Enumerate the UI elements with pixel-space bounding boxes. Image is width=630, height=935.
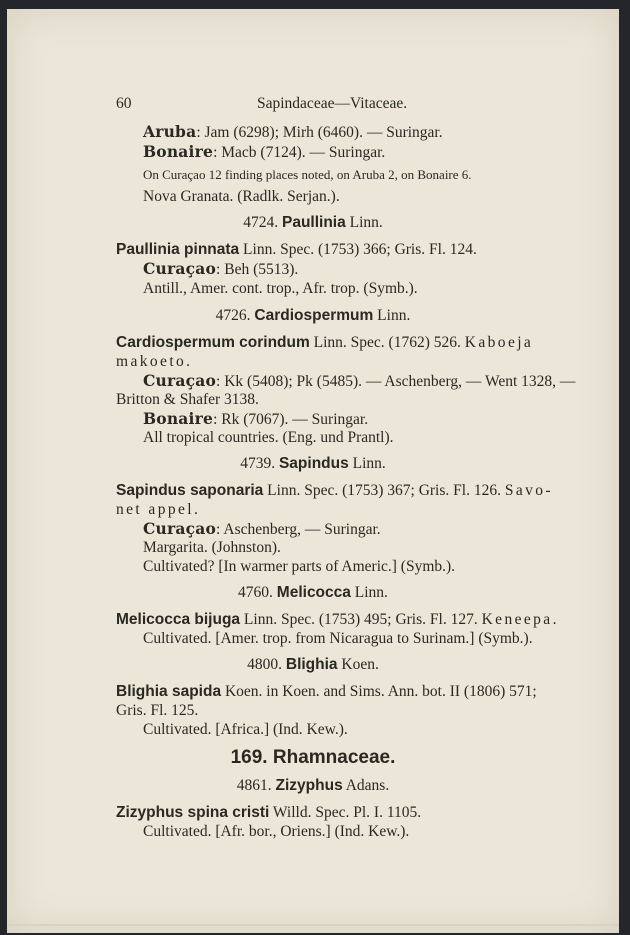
locality-curacao: Curaçao: Aschenberg, — Suringar. <box>143 519 381 538</box>
page-bottom-edge <box>7 924 619 926</box>
species-name: Sapindus saponaria <box>116 482 264 499</box>
note-line: On Curaçao 12 finding places noted, on Aruba 2, on Bonaire 6. <box>143 167 472 182</box>
locality-bonaire: Bonaire: Macb (7124). — Suringar. <box>143 142 386 161</box>
vernacular-cont: makoeto. <box>116 353 193 370</box>
species-entry: Cardiospermum corindum Linn. Spec. (1762) 526. Kaboeja <box>116 334 534 351</box>
locality-label: Curaçao <box>143 259 217 278</box>
vernacular-name: Kaboeja <box>464 334 534 351</box>
collector-cont: Britton & Shafer 3138. <box>116 391 259 408</box>
genus-heading: 4724. Paullinia Linn. <box>243 214 383 231</box>
species-entry: Paullinia pinnata Linn. Spec. (1753) 366; Gris. Fl. 124. <box>116 241 477 258</box>
species-entry: Melicocca bijuga Linn. Spec. (1753) 495; Gris. Fl. 127. Keneepa. <box>116 611 559 628</box>
species-name: Cardiospermum corindum <box>116 334 310 351</box>
book-page <box>7 9 619 933</box>
distribution-line: Cultivated. [Africa.] (Ind. Kew.). <box>143 721 348 738</box>
species-name: Zizyphus spina cristi <box>116 804 270 821</box>
locality-aruba: Aruba: Jam (6298); Mirh (6460). — Suringar. <box>143 122 443 141</box>
locality-bonaire: Bonaire: Rk (7067). — Suringar. <box>143 409 369 428</box>
locality-curacao: Curaçao: Beh (5513). <box>143 259 299 278</box>
distribution-line: Cultivated? [In warmer parts of Americ.] (Symb.). <box>143 558 456 575</box>
species-name: Blighia sapida <box>116 683 222 700</box>
genus-heading: 4861. Zizyphus Adans. <box>236 777 390 794</box>
species-name: Paullinia pinnata <box>116 241 240 258</box>
distribution-line: Margarita. (Johnston). <box>143 539 281 556</box>
locality-curacao: Curaçao: Kk (5408); Pk (5485). — Aschenberg, — Went 1328, — <box>143 371 576 390</box>
distribution-line: Antill., Amer. cont. trop., Afr. trop. (Symb.). <box>143 280 418 297</box>
distribution-line: Cultivated. [Amer. trop. from Nicaragua to Surinam.] (Symb.). <box>143 630 533 647</box>
species-entry: Blighia sapida Koen. in Koen. and Sims. Ann. bot. II (1806) 571; <box>116 683 537 700</box>
genus-heading: 4739. Sapindus Linn. <box>240 455 386 472</box>
genus-heading: 4800. Blighia Koen. <box>247 656 379 673</box>
distribution-line: All tropical countries. (Eng. und Prantl). <box>143 429 394 446</box>
vernacular-cont: net appel. <box>116 501 201 518</box>
distribution-line: Cultivated. [Afr. bor., Oriens.] (Ind. Kew.). <box>143 823 410 840</box>
locality-label: Bonaire <box>143 409 214 428</box>
vernacular-name: Savo- <box>504 482 553 499</box>
locality-label: Curaçao <box>143 519 217 538</box>
species-name: Melicocca bijuga <box>116 611 241 628</box>
running-title: Sapindaceae—Vitaceae. <box>257 95 408 112</box>
genus-heading: 4726. Cardiospermum Linn. <box>215 307 411 324</box>
page-number: 60 <box>116 95 132 112</box>
species-entry: Sapindus saponaria Linn. Spec. (1753) 367; Gris. Fl. 126. Savo- <box>116 482 553 499</box>
species-entry: Zizyphus spina cristi Willd. Spec. Pl. I. 1105. <box>116 804 422 821</box>
citation-cont: Gris. Fl. 125. <box>116 702 199 719</box>
locality-label: Curaçao <box>143 371 217 390</box>
genus-heading: 4760. Melicocca Linn. <box>238 584 388 601</box>
locality-label: Bonaire <box>143 142 214 161</box>
vernacular-name: Keneepa. <box>481 611 559 628</box>
locality-label: Aruba <box>143 122 197 141</box>
distribution-line: Nova Granata. (Radlk. Serjan.). <box>143 188 340 205</box>
family-heading: 169. Rhamnaceae. <box>230 747 396 768</box>
